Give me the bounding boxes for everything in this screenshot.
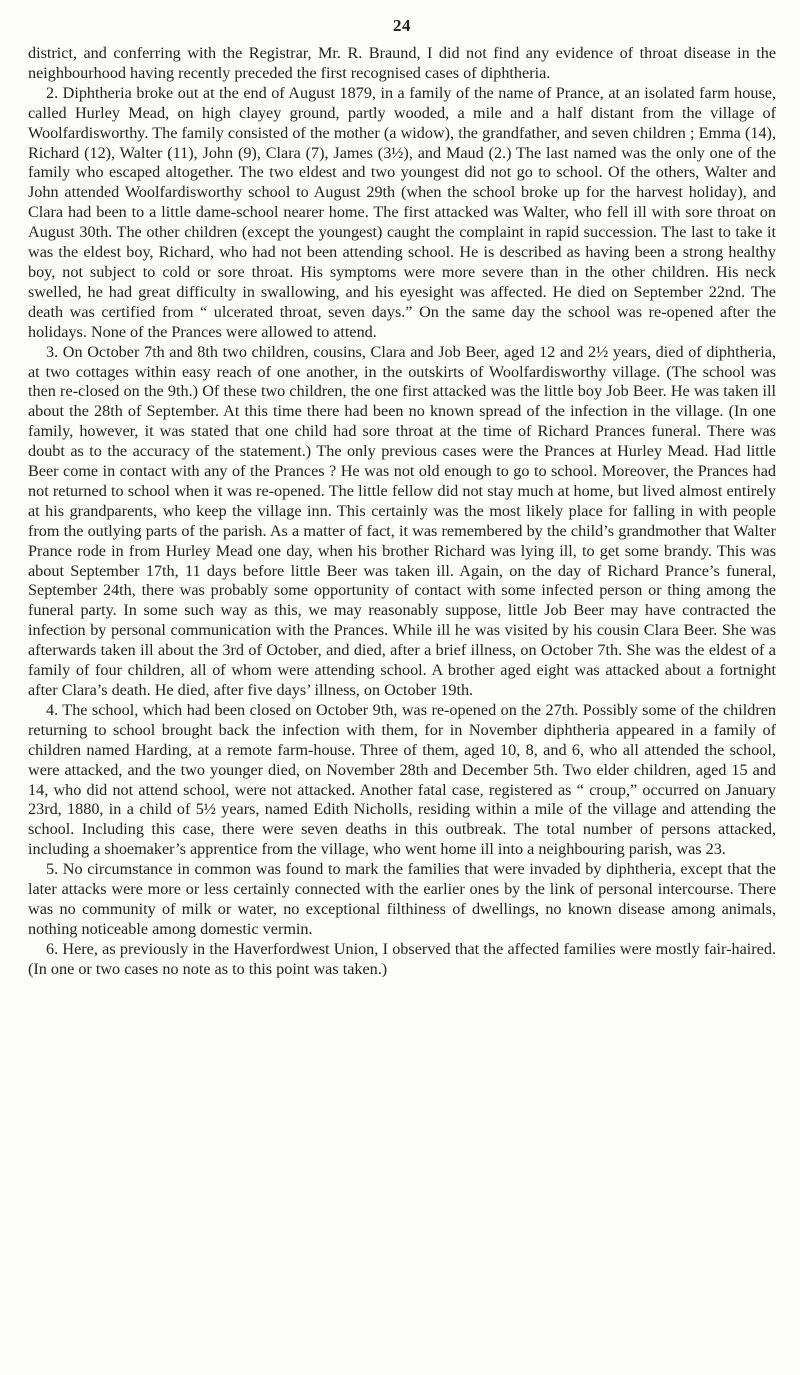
paragraph-4: 4. The school, which had been closed on October 9th, was re-opened on the 27th. Possibly some of the children returning to school brought back the infection with them, for in November diphtheria appeared in a family of children named Harding, at a remote farm-house. Three of them, aged 10, 8, and 6, who all attended the school, were attacked, and the two younger died, on November 28th and December 5th. Two elder children, aged 15 and 14, who did not attend school, were not attacked. Another fatal case, registered as “ croup,” occurred on January 23rd, 1880, in a child of 5½ years, named Edith Nicholls, residing within a mile of the village and attending the school. Including this case, there were seven deaths in this outbreak. The total number of persons attacked, including a shoemaker’s apprentice from the village, who went home ill into a neighbouring parish, was 23. (28, 700, 776, 859)
paragraph-6: 6. Here, as previously in the Haverfordwest Union, I observed that the affected families were mostly fair-haired. (In one or two cases no note as to this point was taken.) (28, 939, 776, 978)
paragraph-2: 2. Diphtheria broke out at the end of August 1879, in a family of the name of Prance, at an isolated farm house, called Hurley Mead, on high clayey ground, partly wooded, a mile and a half distant from the village of Woolfardisworthy. The family consisted of the mother (a widow), the grandfather, and seven children ; Emma (14), Richard (12), Walter (11), John (9), Clara (7), James (3½), and Maud (2.) The last named was the only one of the family who escaped altogether. The two eldest and two youngest did not go to school. Of the others, Walter and John attended Woolfardisworthy school to August 29th (when the school broke up for the harvest holiday), and Clara had been to a little dame-school nearer home. The first attacked was Walter, who fell ill with sore throat on August 30th. The other children (except the youngest) caught the complaint in rapid succession. The last to take it was the eldest boy, Richard, who had not been attending school. He is described as having been a strong healthy boy, not subject to cold or sore throat. His symptoms were more severe than in the other children. His neck swelled, he had great difficulty in swallowing, and his eyesight was affected. He died on September 22nd. The death was certified from “ ulcerated throat, seven days.” On the same day the school was re-opened after the holidays. None of the Prances were allowed to attend. (28, 83, 776, 341)
page-number: 24 (393, 16, 411, 35)
paragraph-5: 5. No circumstance in common was found to mark the families that were invaded by diphtheria, except that the later attacks were more or less certainly connected with the earlier ones by the link of personal intercourse. There was no community of milk or water, no exceptional filthiness of dwellings, no known disease among animals, nothing noticeable among domestic vermin. (28, 860, 776, 938)
paragraph-3: 3. On October 7th and 8th two children, cousins, Clara and Job Beer, aged 12 and 2½ years, died of diphtheria, at two cottages within easy reach of one another, in the outskirts of Woolfardisworthy village. (The school was then re-closed on the 9th.) Of these two children, the one first attacked was the little boy Job Beer. He was taken ill about the 28th of September. At this time there had been no known spread of the infection in the village. (In one family, however, it was stated that one child had sore throat at the time of Richard Prances funeral. There was doubt as to the accuracy of the statement.) The only previous cases were the Prances at Hurley Mead. Had little Beer come in contact with any of the Prances ? He was not old enough to go to school. Moreover, the Prances had not returned to school when it was re-opened. The little fellow did not stay much at home, but lived almost entirely at his grandparents, who keep the village inn. This certainly was the most likely place for falling in with people from the outlying parts of the parish. As a matter of fact, it was remembered by the child’s grandmother that Walter Prance rode in from Hurley Mead one day, when his brother Richard was lying ill, to get some brandy. This was about September 17th, 11 days before little Beer was taken ill. Again, on the day of Richard Prance’s funeral, September 24th, there was probably some opportunity of contact with some infected person or thing among the funeral party. In some such way as this, we may reasonably suppose, little Job Beer may have contracted the infection by personal communication with the Prances. While ill he was visited by his cousin Clara Beer. She was afterwards taken ill about the 3rd of October, and died, after a brief illness, on October 7th. She was the eldest of a family of four children, all of whom were attending school. A brother aged eight was attacked about a fortnight after Clara’s death. He died, after five days’ illness, on October 19th. (28, 342, 776, 699)
paragraph-continuation: district, and conferring with the Registrar, Mr. R. Braund, I did not find any evidence of throat disease in the neighbourhood having recently preceded the first recognised cases of diphtheria. (28, 44, 776, 82)
document-page (28, 16, 776, 980)
